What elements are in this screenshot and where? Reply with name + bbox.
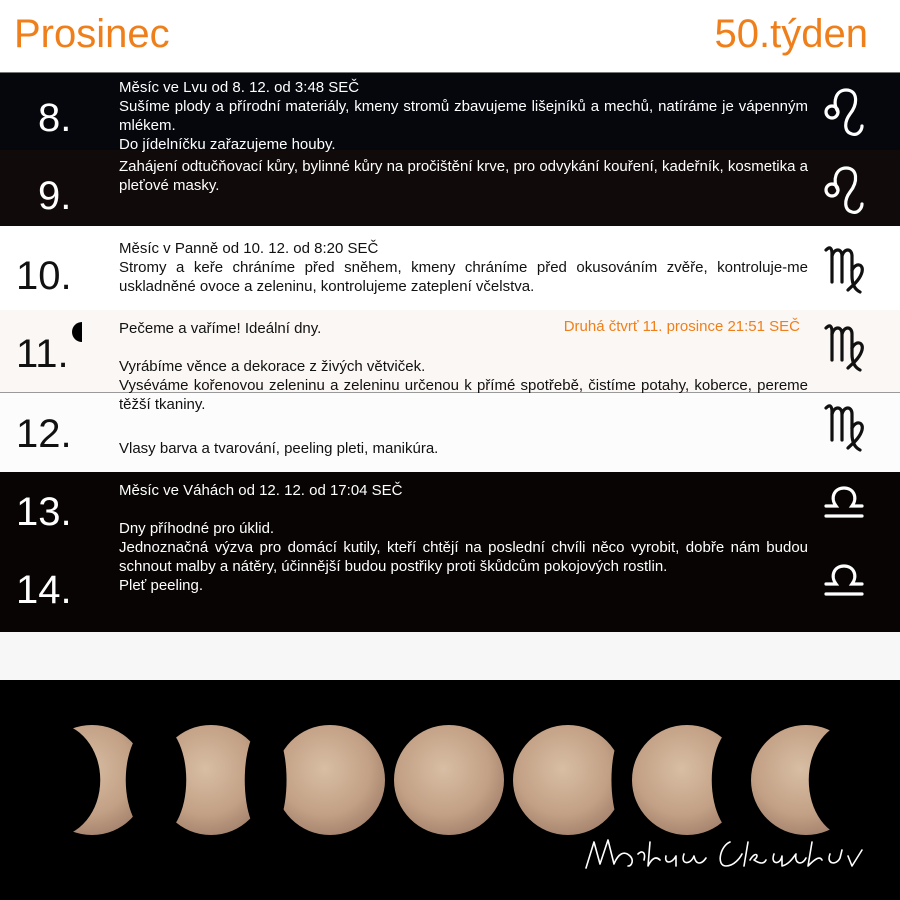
- moon-shadow-2: [126, 723, 187, 837]
- tip-text: Jednoznačná výzva pro domácí kutily, kteří chtějí na poslední chvíli něco vyrobit, dobře nám budou schnout malby a nátěry, účinnější budou postřiky proti škůdcům pokojových rostlin.: [119, 539, 808, 575]
- first-quarter-moon-icon: [68, 320, 92, 344]
- leo-icon: [822, 84, 866, 140]
- day-10-text: [119, 239, 808, 296]
- spacer-band: [0, 632, 900, 680]
- libra-icon: [822, 554, 866, 610]
- moon-phase-note: Druhá čtvrť 11. prosince 21:51 SEČ: [563, 318, 800, 335]
- tip-text: Pleť peeling.: [119, 577, 204, 594]
- day-8-text: [119, 78, 808, 154]
- moon-phase-4: [394, 725, 504, 835]
- moon-sign-change: Měsíc v Panně od 10. 12. od 8:20 SEČ: [119, 240, 379, 257]
- virgo-icon: [822, 240, 866, 296]
- day-12-text: [119, 439, 808, 458]
- day-number: 10.: [16, 254, 72, 298]
- tip-text: Sušíme plody a přírodní materiály, kmeny stromů zbavujeme lišejníků a mechů, natíráme je vápenným mlékem.: [119, 98, 808, 134]
- virgo-icon: [822, 318, 866, 374]
- tip-text: Stromy a keře chráníme před sněhem, kmeny chráníme před okusováním zvěře, kontroluje-me uskladněné ovoce a zeleninu, kontrolujeme zateplení včelstva.: [119, 259, 808, 295]
- libra-icon: [822, 476, 866, 532]
- page-header: [0, 0, 900, 72]
- day-number: 14.: [16, 568, 72, 612]
- day-number: 13.: [16, 490, 72, 534]
- moon-phase-3: [275, 725, 385, 835]
- moon-phase-5: [513, 725, 623, 835]
- tip-text: Zahájení odtučňovací kůry, bylinné kůry na pročištění krve, pro odvykání kouření, kadeřník, kosmetika a pleťové masky.: [119, 158, 808, 194]
- tip-text: Vyrábíme věnce a dekorace z živých větviček.: [119, 358, 426, 375]
- day-number: 9.: [38, 174, 72, 218]
- handwritten-signature: [580, 820, 880, 880]
- moon-shadow-1: [7, 723, 101, 837]
- tip-text: Pečeme a vaříme! Ideální dny.: [119, 320, 322, 337]
- week-number: 50.týden: [714, 12, 868, 56]
- tip-text: Vlasy barva a tvarování, peeling pleti, manikúra.: [119, 440, 439, 457]
- leo-icon: [822, 162, 866, 218]
- day-number: 8.: [38, 96, 72, 140]
- moon-sign-change: Měsíc ve Váhách od 12. 12. od 17:04 SEČ: [119, 482, 403, 499]
- tip-text: Vyséváme kořenovou zeleninu a zeleninu určenou k přímé spotřebě, čistíme potahy, koberce, pereme těžší tkaniny.: [119, 377, 808, 413]
- tip-text: Do jídelníčku zařazujeme houby.: [119, 136, 336, 153]
- day-number: 12.: [16, 412, 72, 456]
- tip-text: Dny příhodné pro úklid.: [119, 520, 275, 537]
- month-title: Prosinec: [14, 12, 170, 56]
- moon-shadow-3: [245, 723, 287, 837]
- day-number: 11.: [16, 332, 69, 376]
- day-9-text: [119, 157, 808, 195]
- moon-sign-change: Měsíc ve Lvu od 8. 12. od 3:48 SEČ: [119, 79, 360, 96]
- day-13-14-text: [119, 481, 808, 595]
- virgo-icon: [822, 398, 866, 454]
